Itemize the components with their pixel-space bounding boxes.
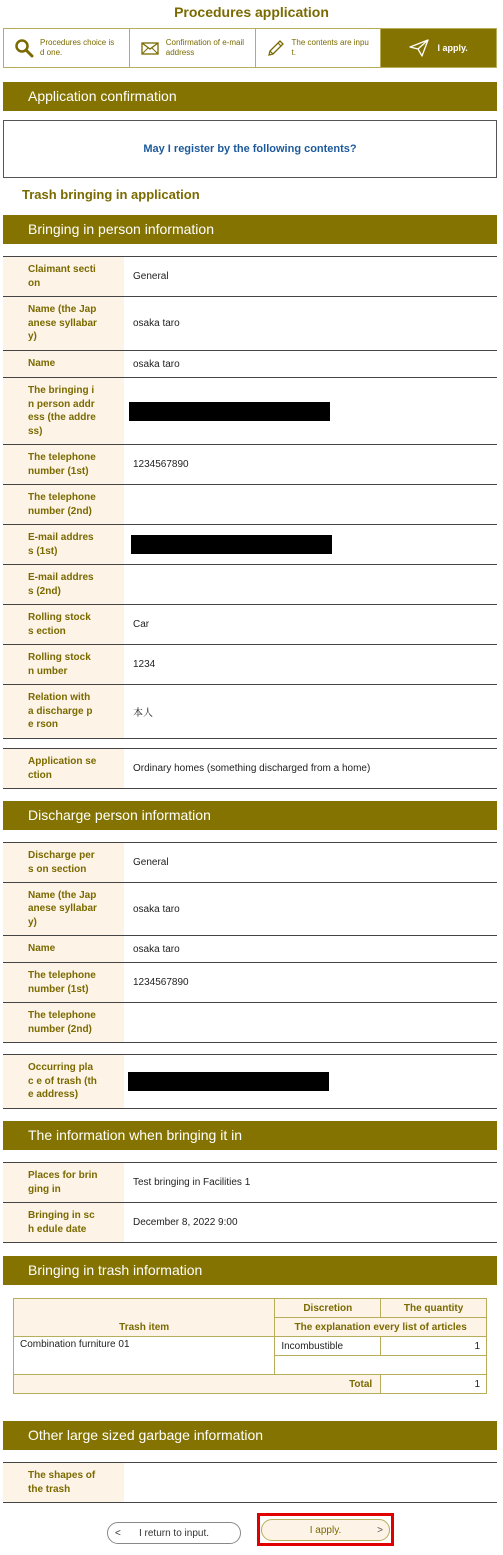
return-to-input-button[interactable] [107,1522,241,1544]
trash-item-table [13,1298,487,1394]
field-label [3,645,124,684]
field-label [3,565,124,604]
step-label: Procedures choice is d one. [40,38,115,57]
field-value: osaka taro [133,903,180,915]
col-explanation: The explanation every list of articles [275,1318,487,1337]
bringing-info-header: The information when bringing it in [3,1121,497,1150]
discharge-person-table [3,842,497,1043]
field-label-text: E-mail address (1st) [28,532,94,557]
field-label [3,378,124,444]
chevron-left-icon: < [115,1527,121,1539]
table-row [3,605,497,645]
field-value: 1234567890 [133,459,189,470]
field-value [124,1463,497,1502]
field-value [124,525,497,564]
bringing-in-person-table [3,256,497,739]
field-value [124,565,497,604]
redacted-occurring-address [128,1072,329,1091]
field-value: osaka taro [133,943,180,955]
field-value [124,378,497,444]
field-label-text: Rolling stock n umber [28,652,91,677]
field-value: General [133,857,169,868]
field-value: Ordinary homes (something discharged from a home) [133,763,371,774]
field-label-text: Bringing in sch edule date [28,1210,95,1235]
table-row [3,525,497,565]
trash-item-discretion: Incombustible [275,1337,381,1356]
redacted-email [131,535,332,554]
table-row [3,351,497,378]
field-label-text: Discharge pers on section [28,850,95,875]
table-row [3,297,497,351]
step-contents-input [256,29,382,67]
step-apply [381,29,496,67]
step-label: I apply. [437,43,468,53]
field-value: 1234 [133,659,156,670]
table-row [3,685,497,739]
field-label [3,485,124,524]
field-label [3,1163,124,1202]
field-value [124,485,497,524]
bringing-info-table [3,1162,497,1243]
application-subtitle: Trash bringing in application [22,187,200,202]
field-label-text: The bringing i n person addr ess (the addre ss) [28,385,96,437]
field-label-text: The telephone number (1st) [28,970,96,995]
table-row [3,883,497,936]
other-garbage-header: Other large sized garbage information [3,1421,497,1450]
field-label-text: Name [28,943,56,955]
col-quantity: The quantity [381,1299,487,1318]
field-value: 1234567890 [133,977,189,988]
total-value: 1 [381,1375,487,1394]
apply-button-label: I apply. [309,1524,342,1536]
confirmation-message: May I register by the following contents? [143,143,357,155]
confirmation-message-box [3,120,497,178]
field-label-text: Claimant secti on [28,264,96,289]
field-label [3,843,124,882]
field-label-text: Relation with a discharge pe rson [28,692,93,731]
search-icon [14,38,34,58]
field-label-text: Occurring plac e of trash (the address) [28,1062,97,1101]
progress-steps [3,28,497,68]
table-row [3,1003,497,1043]
field-label-text: Name (the Jap anese syllabar y) [28,304,97,343]
application-confirmation-header: Application confirmation [3,82,497,111]
table-row [3,445,497,485]
table-row [3,843,497,883]
field-label-text: Application se ction [28,756,97,781]
field-value: Test bringing in Facilities 1 [133,1177,251,1188]
occurring-place-table [3,1054,497,1109]
field-label [3,1055,124,1108]
discharge-person-header: Discharge person information [3,801,497,830]
table-row [3,565,497,605]
step-label: Confirmation of e-mail address [165,38,244,57]
step-procedure-choice [4,29,130,67]
paper-plane-icon [409,38,429,58]
field-label [3,525,124,564]
table-row [3,378,497,445]
table-row [3,485,497,525]
bringing-in-person-header: Bringing in person information [3,215,497,244]
field-label [3,605,124,644]
trash-info-header: Bringing in trash information [3,1256,497,1285]
pencil-icon [266,38,286,58]
table-row [3,936,497,963]
table-row [3,749,497,789]
return-button-label: I return to input. [138,1527,210,1539]
table-row [3,1163,497,1203]
step-email-confirmation [130,29,256,67]
field-value: Car [133,619,150,630]
field-label [3,445,124,484]
field-label [3,297,124,350]
field-value: General [133,271,169,282]
field-value [124,1055,497,1108]
table-row [3,963,497,1003]
field-label-text: E-mail address (2nd) [28,572,94,597]
field-label-text: Name (the Jap anese syllabar y) [28,889,97,928]
field-label-text: The shapes of the trash [28,1470,96,1495]
trash-item-quantity: 1 [381,1337,487,1356]
field-label [3,883,124,935]
field-label [3,1463,124,1502]
field-label [3,351,124,377]
field-value: 本人 [133,708,153,719]
total-label: Total [14,1375,381,1394]
step-label: The contents are inpu t. [291,38,369,57]
table-row [3,645,497,685]
field-value: December 8, 2022 9:00 [133,1217,238,1228]
field-label-text: Places for brin ging in [28,1170,98,1195]
field-label-text: Name [28,358,56,370]
application-section-table [3,748,497,789]
table-row [3,1463,497,1503]
table-row [3,1055,497,1109]
field-label [3,963,124,1002]
field-label-text: The telephone number (2nd) [28,492,96,517]
table-row [3,1203,497,1243]
redacted-address [129,402,330,421]
col-trash-item: Trash item [14,1299,275,1337]
field-label [3,749,124,788]
field-label-text: The telephone number (2nd) [28,1010,96,1035]
field-label [3,936,124,962]
field-value: osaka taro [133,318,180,329]
other-garbage-table [3,1462,497,1503]
field-label [3,1003,124,1042]
field-label-text: The telephone number (1st) [28,452,96,477]
page-title: Procedures application [174,4,329,20]
table-row [3,257,497,297]
field-value [124,1003,497,1042]
field-label [3,685,124,738]
col-discretion: Discretion [275,1299,381,1318]
field-label [3,257,124,296]
trash-item-explanation [275,1356,487,1375]
trash-item-name: Combination furniture 01 [14,1337,275,1375]
field-label-text: Rolling stock s ection [28,612,91,637]
apply-button[interactable] [261,1519,390,1541]
chevron-right-icon: > [377,1524,383,1536]
field-label [3,1203,124,1242]
field-value: osaka taro [133,358,180,370]
envelope-icon [140,38,160,58]
